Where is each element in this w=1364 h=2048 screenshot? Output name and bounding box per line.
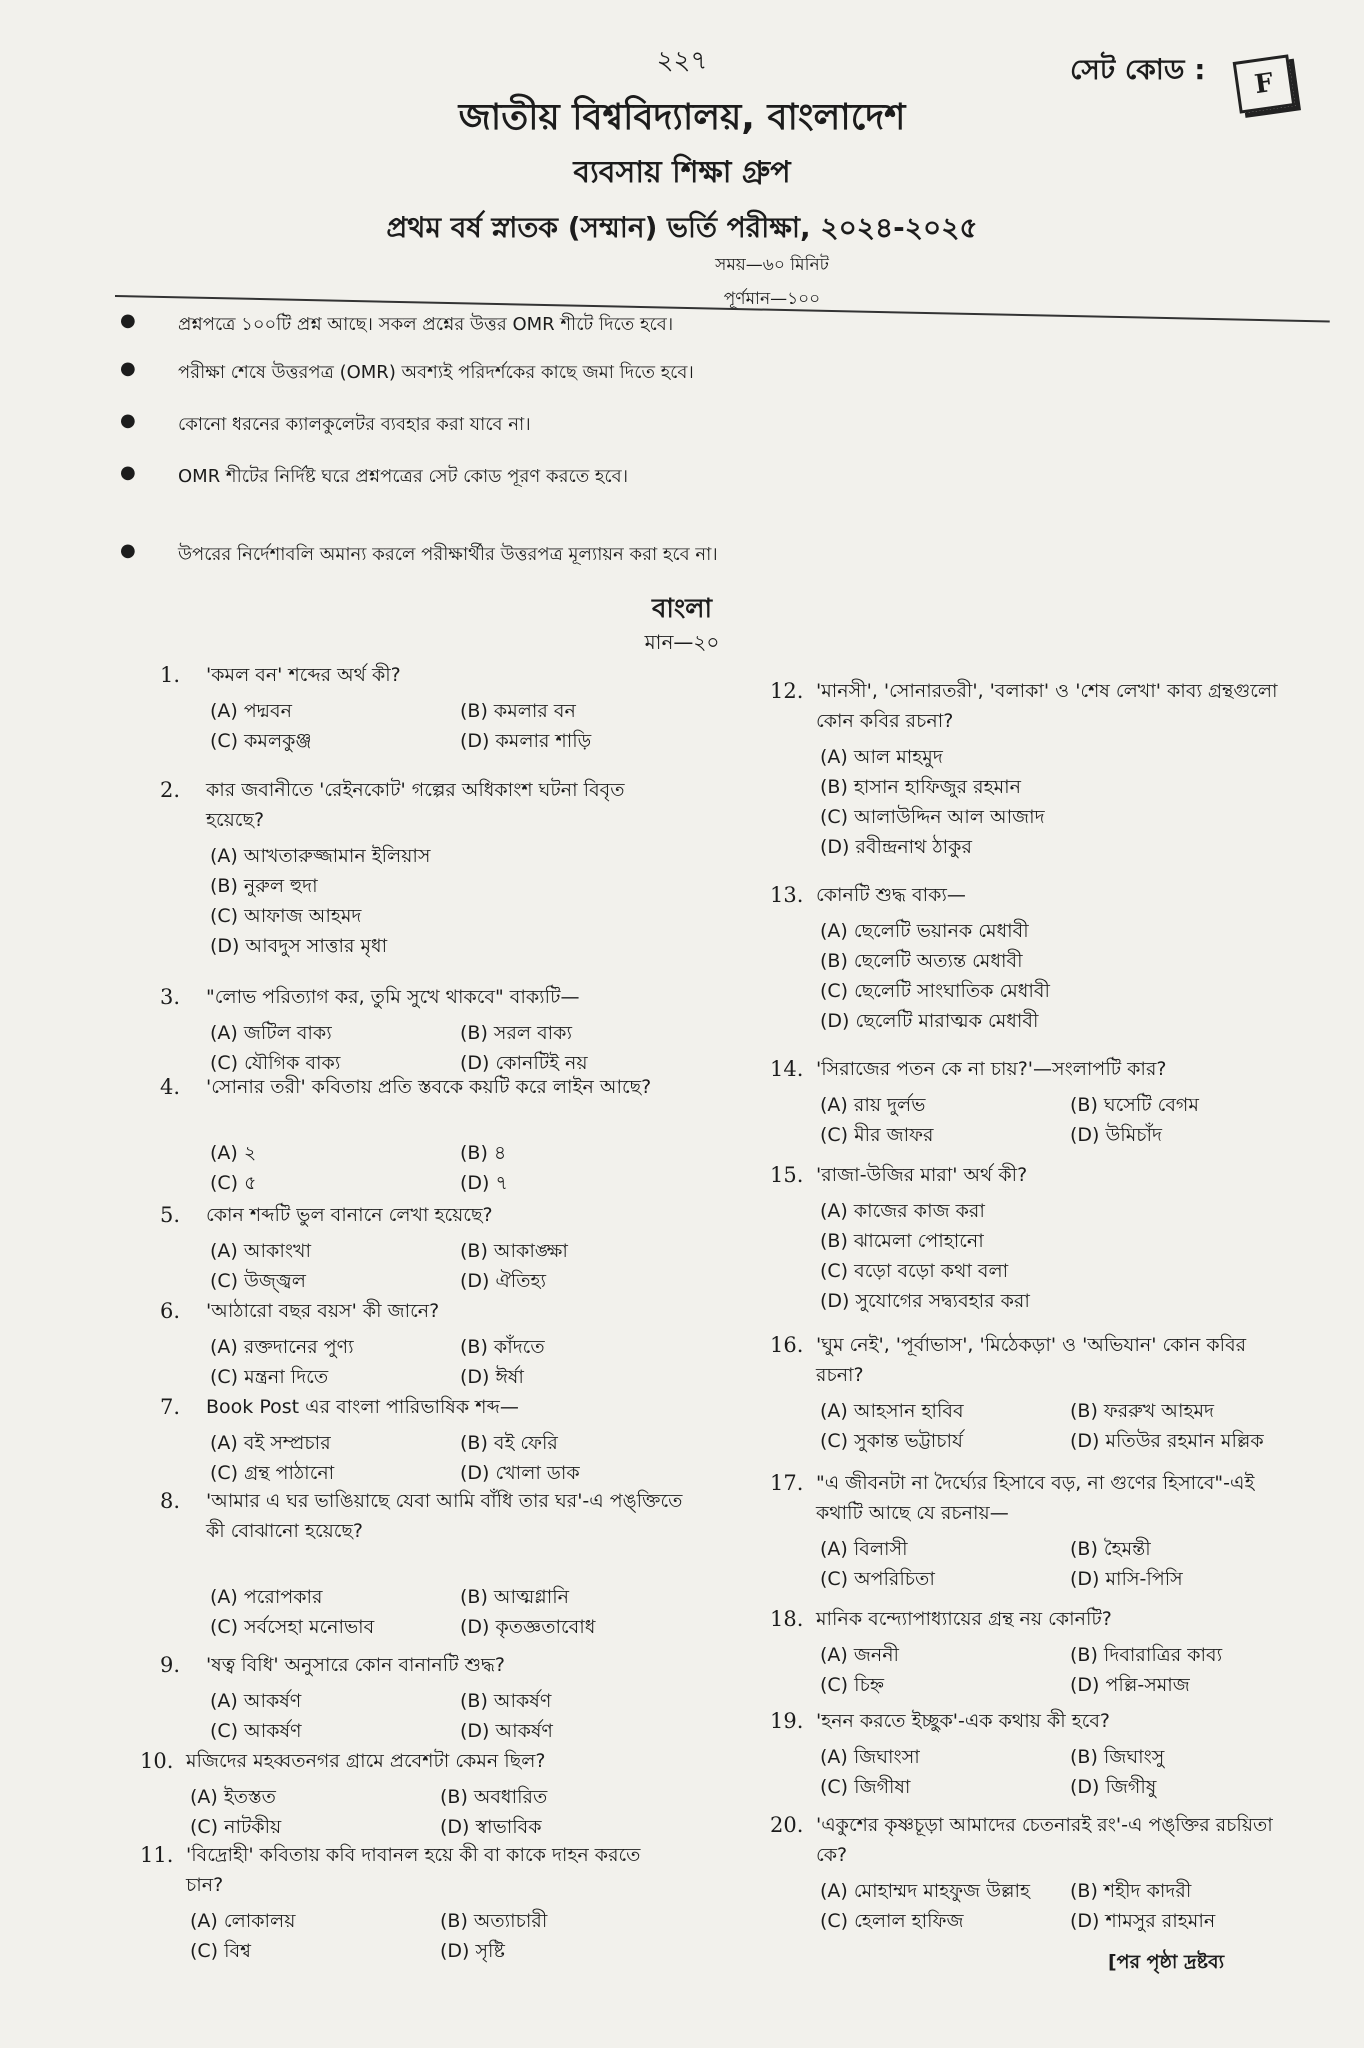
answer-option[interactable]: (A) জননী xyxy=(820,1644,899,1666)
answer-option[interactable]: (B) হৈমন্তী xyxy=(1070,1538,1151,1560)
question-number: 11. xyxy=(140,1843,174,1867)
question-number: 12. xyxy=(770,679,804,703)
answer-option[interactable]: (D) খোলা ডাক xyxy=(460,1462,580,1484)
answer-option[interactable]: (B) কমলার বন xyxy=(460,700,576,722)
answer-option[interactable]: (D) ঐতিহ্য xyxy=(460,1270,546,1292)
answer-option[interactable]: (B) দিবারাত্রির কাব্য xyxy=(1070,1644,1223,1666)
answer-option[interactable]: (B) আকর্ষণ xyxy=(460,1690,552,1712)
instruction-text: পরীক্ষা শেষে উত্তরপত্র (OMR) অবশ্যই পরিদর্শকের কাছে জমা দিতে হবে। xyxy=(178,362,694,383)
question-number: 19. xyxy=(770,1709,804,1733)
question-number: 4. xyxy=(160,1075,181,1099)
answer-option[interactable]: (C) যৌগিক বাক্য xyxy=(210,1052,341,1074)
question-stem: 'কমল বন' শব্দের অর্থ কী? xyxy=(206,664,401,686)
answer-option[interactable]: (C) চিহ্ন xyxy=(820,1674,884,1696)
instruction-text: প্রশ্নপত্রে ১০০টি প্রশ্ন আছে। সকল প্রশ্নের উত্তর OMR শীটে দিতে হবে। xyxy=(178,314,674,335)
answer-option[interactable]: (A) মোহাম্মদ মাহফুজ উল্লাহ xyxy=(820,1880,1031,1902)
answer-option[interactable]: (A) বিলাসী xyxy=(820,1538,908,1560)
question-stem: 'আঠারো বছর বয়স' কী জানে? xyxy=(206,1300,440,1322)
bullet-icon: ● xyxy=(120,310,136,331)
question-stem: "এ জীবনটা না দৈর্ঘ্যের হিসাবে বড়, না গুণের হিসাবে"-এই কথাটি আছে যে রচনায়— xyxy=(816,1472,1255,1524)
answer-option[interactable]: (B) ছেলেটি অত্যন্ত মেধাবী xyxy=(820,950,1023,972)
bullet-icon: ● xyxy=(120,410,136,431)
question-number: 15. xyxy=(770,1163,804,1187)
answer-option[interactable]: (D) ছেলেটি মারাত্মক মেধাবী xyxy=(820,1010,1039,1032)
answer-option[interactable]: (A) ২ xyxy=(210,1142,257,1164)
question-number: 9. xyxy=(160,1653,181,1677)
question-stem: "লোভ পরিত্যাগ কর, তুমি সুখে থাকবে" বাক্যটি— xyxy=(206,986,580,1008)
question-stem: 'হনন করতে ইচ্ছুক'-এক কথায় কী হবে? xyxy=(816,1710,1111,1732)
instruction-text: উপরের নির্দেশাবলি অমান্য করলে পরীক্ষার্থীর উত্তরপত্র মূল্যায়ন করা হবে না। xyxy=(178,544,718,565)
answer-option[interactable]: (C) ছেলেটি সাংঘাতিক মেধাবী xyxy=(820,980,1050,1002)
answer-option[interactable]: (A) ছেলেটি ভয়ানক মেধাবী xyxy=(820,920,1029,942)
answer-option[interactable]: (A) আখতারুজ্জামান ইলিয়াস xyxy=(210,845,431,867)
question-stem: 'ঘুম নেই', 'পূর্বাভাস', 'মিঠেকড়া' ও 'অভিযান' কোন কবির রচনা? xyxy=(816,1334,1247,1386)
answer-option[interactable]: (D) শামসুর রাহমান xyxy=(1070,1910,1216,1932)
answer-option[interactable]: (B) ফররুখ আহমদ xyxy=(1070,1400,1215,1422)
answer-option[interactable]: (C) আফাজ আহমদ xyxy=(210,905,362,927)
question-number: 14. xyxy=(770,1057,804,1081)
answer-option[interactable]: (B) সরল বাক্য xyxy=(460,1022,572,1044)
question-stem: মানিক বন্দ্যোপাধ্যায়ের গ্রন্থ নয় কোনটি? xyxy=(816,1608,1112,1630)
bullet-icon: ● xyxy=(120,358,136,379)
answer-option[interactable]: (D) ৭ xyxy=(460,1172,508,1194)
instruction-text: কোনো ধরনের ক্যালকুলেটর ব্যবহার করা যাবে না। xyxy=(178,414,531,435)
answer-option[interactable]: (A) আহসান হাবিব xyxy=(820,1400,964,1422)
question-number: 16. xyxy=(770,1333,804,1357)
instruction-text: OMR শীটের নির্দিষ্ট ঘরে প্রশ্নপত্রের সেট কোড পূরণ করতে হবে। xyxy=(178,466,629,487)
question-stem: 'রাজা-উজির মারা' অর্থ কী? xyxy=(816,1164,1028,1186)
question-stem: 'মানসী', 'সোনারতরী', 'বলাকা' ও 'শেষ লেখা' কাব্য গ্রন্থগুলো কোন কবির রচনা? xyxy=(816,680,1278,732)
group-title: ব্যবসায় শিক্ষা গ্রুপ xyxy=(573,155,791,190)
answer-option[interactable]: (D) মতিউর রহমান মল্লিক xyxy=(1070,1430,1264,1452)
question-stem: মজিদের মহব্বতনগর গ্রামে প্রবেশটা কেমন ছিল? xyxy=(186,1750,546,1772)
answer-option[interactable]: (B) শহীদ কাদরী xyxy=(1070,1880,1192,1902)
answer-option[interactable]: (A) আল মাহমুদ xyxy=(820,746,943,768)
exam-title: প্রথম বর্ষ স্নাতক (সম্মান) ভর্তি পরীক্ষা, ২০২৪-২০২৫ xyxy=(386,211,978,244)
answer-option[interactable]: (A) ইতস্তত xyxy=(190,1786,276,1808)
answer-option[interactable]: (B) কাঁদতে xyxy=(460,1336,545,1358)
answer-option[interactable]: (C) কমলকুঞ্জ xyxy=(210,730,312,752)
answer-option[interactable]: (C) সুকান্ত ভট্টাচার্য xyxy=(820,1430,963,1452)
answer-option[interactable]: (D) রবীন্দ্রনাথ ঠাকুর xyxy=(820,836,972,858)
answer-option[interactable]: (B) অবধারিত xyxy=(440,1786,548,1808)
question-number: 2. xyxy=(160,778,181,802)
answer-option[interactable]: (A) বই সম্প্রচার xyxy=(210,1432,331,1454)
question-stem: কার জবানীতে 'রেইনকোট' গল্পের অধিকাংশ ঘটনা বিবৃত হয়েছে? xyxy=(206,779,625,831)
answer-option[interactable]: (C) বড়ো বড়ো কথা বলা xyxy=(820,1260,1009,1282)
question-number: 6. xyxy=(160,1299,181,1323)
answer-option[interactable]: (B) জিঘাংসু xyxy=(1070,1746,1165,1768)
answer-option[interactable]: (A) রক্তদানের পুণ্য xyxy=(210,1336,354,1358)
answer-option[interactable]: (C) ৫ xyxy=(210,1172,257,1194)
answer-option[interactable]: (D) কোনটিই নয় xyxy=(460,1052,588,1074)
university-title: জাতীয় বিশ্ববিদ্যালয়, বাংলাদেশ xyxy=(458,97,906,138)
answer-option[interactable]: (C) সর্বসেহা মনোভাব xyxy=(210,1616,375,1638)
page-number: ২২৭ xyxy=(656,46,708,76)
question-number: 18. xyxy=(770,1607,804,1631)
answer-option[interactable]: (C) মীর জাফর xyxy=(820,1124,934,1146)
question-stem: 'আমার এ ঘর ভাঙিয়াছে যেবা আমি বাঁধি তার ঘর'-এ পঙ্‌ক্তিতে কী বোঝানো হয়েছে? xyxy=(206,1490,683,1542)
answer-option[interactable]: (A) জটিল বাক্য xyxy=(210,1022,332,1044)
question-stem: 'সোনার তরী' কবিতায় প্রতি স্তবকে কয়টি করে লাইন আছে? xyxy=(206,1076,652,1098)
question-stem: 'একুশের কৃষ্ণচূড়া আমাদের চেতনারই রং'-এ পঙ্‌ক্তির রচয়িতা কে? xyxy=(816,1814,1273,1866)
answer-option[interactable]: (B) অত্যাচারী xyxy=(440,1910,548,1932)
answer-option[interactable]: (C) গ্রন্থ পাঠানো xyxy=(210,1462,335,1484)
question-number: 1. xyxy=(160,663,181,687)
question-number: 5. xyxy=(160,1203,181,1227)
answer-option[interactable]: (C) জিগীষা xyxy=(820,1776,911,1798)
question-stem: কোন শব্দটি ভুল বানানে লেখা হয়েছে? xyxy=(206,1204,493,1226)
answer-option[interactable]: (A) পরোপকার xyxy=(210,1586,323,1608)
answer-option[interactable]: (A) পদ্মবন xyxy=(210,700,292,722)
bullet-icon: ● xyxy=(120,462,136,483)
answer-option[interactable]: (B) হাসান হাফিজুর রহমান xyxy=(820,776,1021,798)
answer-option[interactable]: (D) কমলার শাড়ি xyxy=(460,730,592,752)
answer-option[interactable]: (D) সুযোগের সদ্ব্যবহার করা xyxy=(820,1290,1030,1312)
answer-option[interactable]: (B) ঘসেটি বেগম xyxy=(1070,1094,1199,1116)
answer-option[interactable]: (A) রায় দুর্লভ xyxy=(820,1094,926,1116)
answer-option[interactable]: (D) আকর্ষণ xyxy=(460,1720,553,1742)
question-stem: 'ষত্ব বিধি' অনুসারে কোন বানানটি শুদ্ধ? xyxy=(206,1654,505,1676)
answer-option[interactable]: (D) ঈর্ষা xyxy=(460,1366,524,1388)
question-stem: Book Post এর বাংলা পারিভাষিক শব্দ— xyxy=(206,1396,519,1418)
answer-option[interactable]: (D) মাসি-পিসি xyxy=(1070,1568,1183,1590)
set-code-label: সেট কোড : xyxy=(1070,53,1206,86)
answer-option[interactable]: (B) ঝামেলা পোহানো xyxy=(820,1230,984,1252)
answer-option[interactable]: (B) নুরুল হুদা xyxy=(210,875,318,897)
question-number: 10. xyxy=(140,1749,174,1773)
answer-option[interactable]: (A) লোকালয় xyxy=(190,1910,296,1932)
answer-option[interactable]: (C) আকর্ষণ xyxy=(210,1720,302,1742)
question-number: 17. xyxy=(770,1471,804,1495)
answer-option[interactable]: (D) সৃষ্টি xyxy=(440,1940,505,1962)
answer-option[interactable]: (A) আকর্ষণ xyxy=(210,1690,302,1712)
answer-option[interactable]: (C) হেলাল হাফিজ xyxy=(820,1910,964,1932)
answer-option[interactable]: (D) পল্লি-সমাজ xyxy=(1070,1674,1190,1696)
answer-option[interactable]: (A) জিঘাংসা xyxy=(820,1746,920,1768)
question-stem: 'বিদ্রোহী' কবিতায় কবি দাবানল হয়ে কী বা কাকে দাহন করতে চান? xyxy=(186,1844,641,1896)
answer-option[interactable]: (D) কৃতজ্ঞতাবোধ xyxy=(460,1616,596,1638)
answer-option[interactable]: (D) আবদুস সাত্তার মৃধা xyxy=(210,935,388,957)
question-stem: কোনটি শুদ্ধ বাক্য— xyxy=(816,884,966,906)
question-number: 8. xyxy=(160,1489,181,1513)
question-number: 20. xyxy=(770,1813,804,1837)
answer-option[interactable]: (C) বিশ্ব xyxy=(190,1940,251,1962)
page-footer-note: [পর পৃষ্ঠা দ্রষ্টব্য xyxy=(1108,1951,1225,1973)
answer-option[interactable]: (C) উজ্জ্বল xyxy=(210,1270,306,1292)
exam-time: সময়—৬০ মিনিট xyxy=(715,255,829,275)
answer-option[interactable]: (B) ৪ xyxy=(460,1142,507,1164)
answer-option[interactable]: (C) মন্ত্রনা দিতে xyxy=(210,1366,329,1388)
answer-option[interactable]: (C) অপরিচিতা xyxy=(820,1568,935,1590)
section-marks: মান—২০ xyxy=(644,630,720,654)
question-number: 7. xyxy=(160,1395,181,1419)
answer-option[interactable]: (D) স্বাভাবিক xyxy=(440,1816,542,1838)
answer-option[interactable]: (B) আকাঙ্ক্ষা xyxy=(460,1240,568,1262)
answer-option[interactable]: (C) আলাউদ্দিন আল আজাদ xyxy=(820,806,1045,828)
question-stem: 'সিরাজের পতন কে না চায়?'—সংলাপটি কার? xyxy=(816,1058,1167,1080)
section-title: বাংলা xyxy=(651,594,713,624)
answer-option[interactable]: (B) বই ফেরি xyxy=(460,1432,558,1454)
answer-option[interactable]: (A) কাজের কাজ করা xyxy=(820,1200,985,1222)
answer-option[interactable]: (D) উমিচাঁদ xyxy=(1070,1124,1163,1146)
question-number: 3. xyxy=(160,985,181,1009)
answer-option[interactable]: (C) নাটকীয় xyxy=(190,1816,282,1838)
answer-option[interactable]: (D) জিগীষু xyxy=(1070,1776,1157,1798)
set-code-box: F xyxy=(1233,54,1296,113)
full-marks: পূর্ণমান—১০০ xyxy=(723,289,821,309)
answer-option[interactable]: (A) আকাংখা xyxy=(210,1240,311,1262)
question-number: 13. xyxy=(770,883,804,907)
answer-option[interactable]: (B) আত্মগ্লানি xyxy=(460,1586,569,1608)
bullet-icon: ● xyxy=(120,540,136,561)
